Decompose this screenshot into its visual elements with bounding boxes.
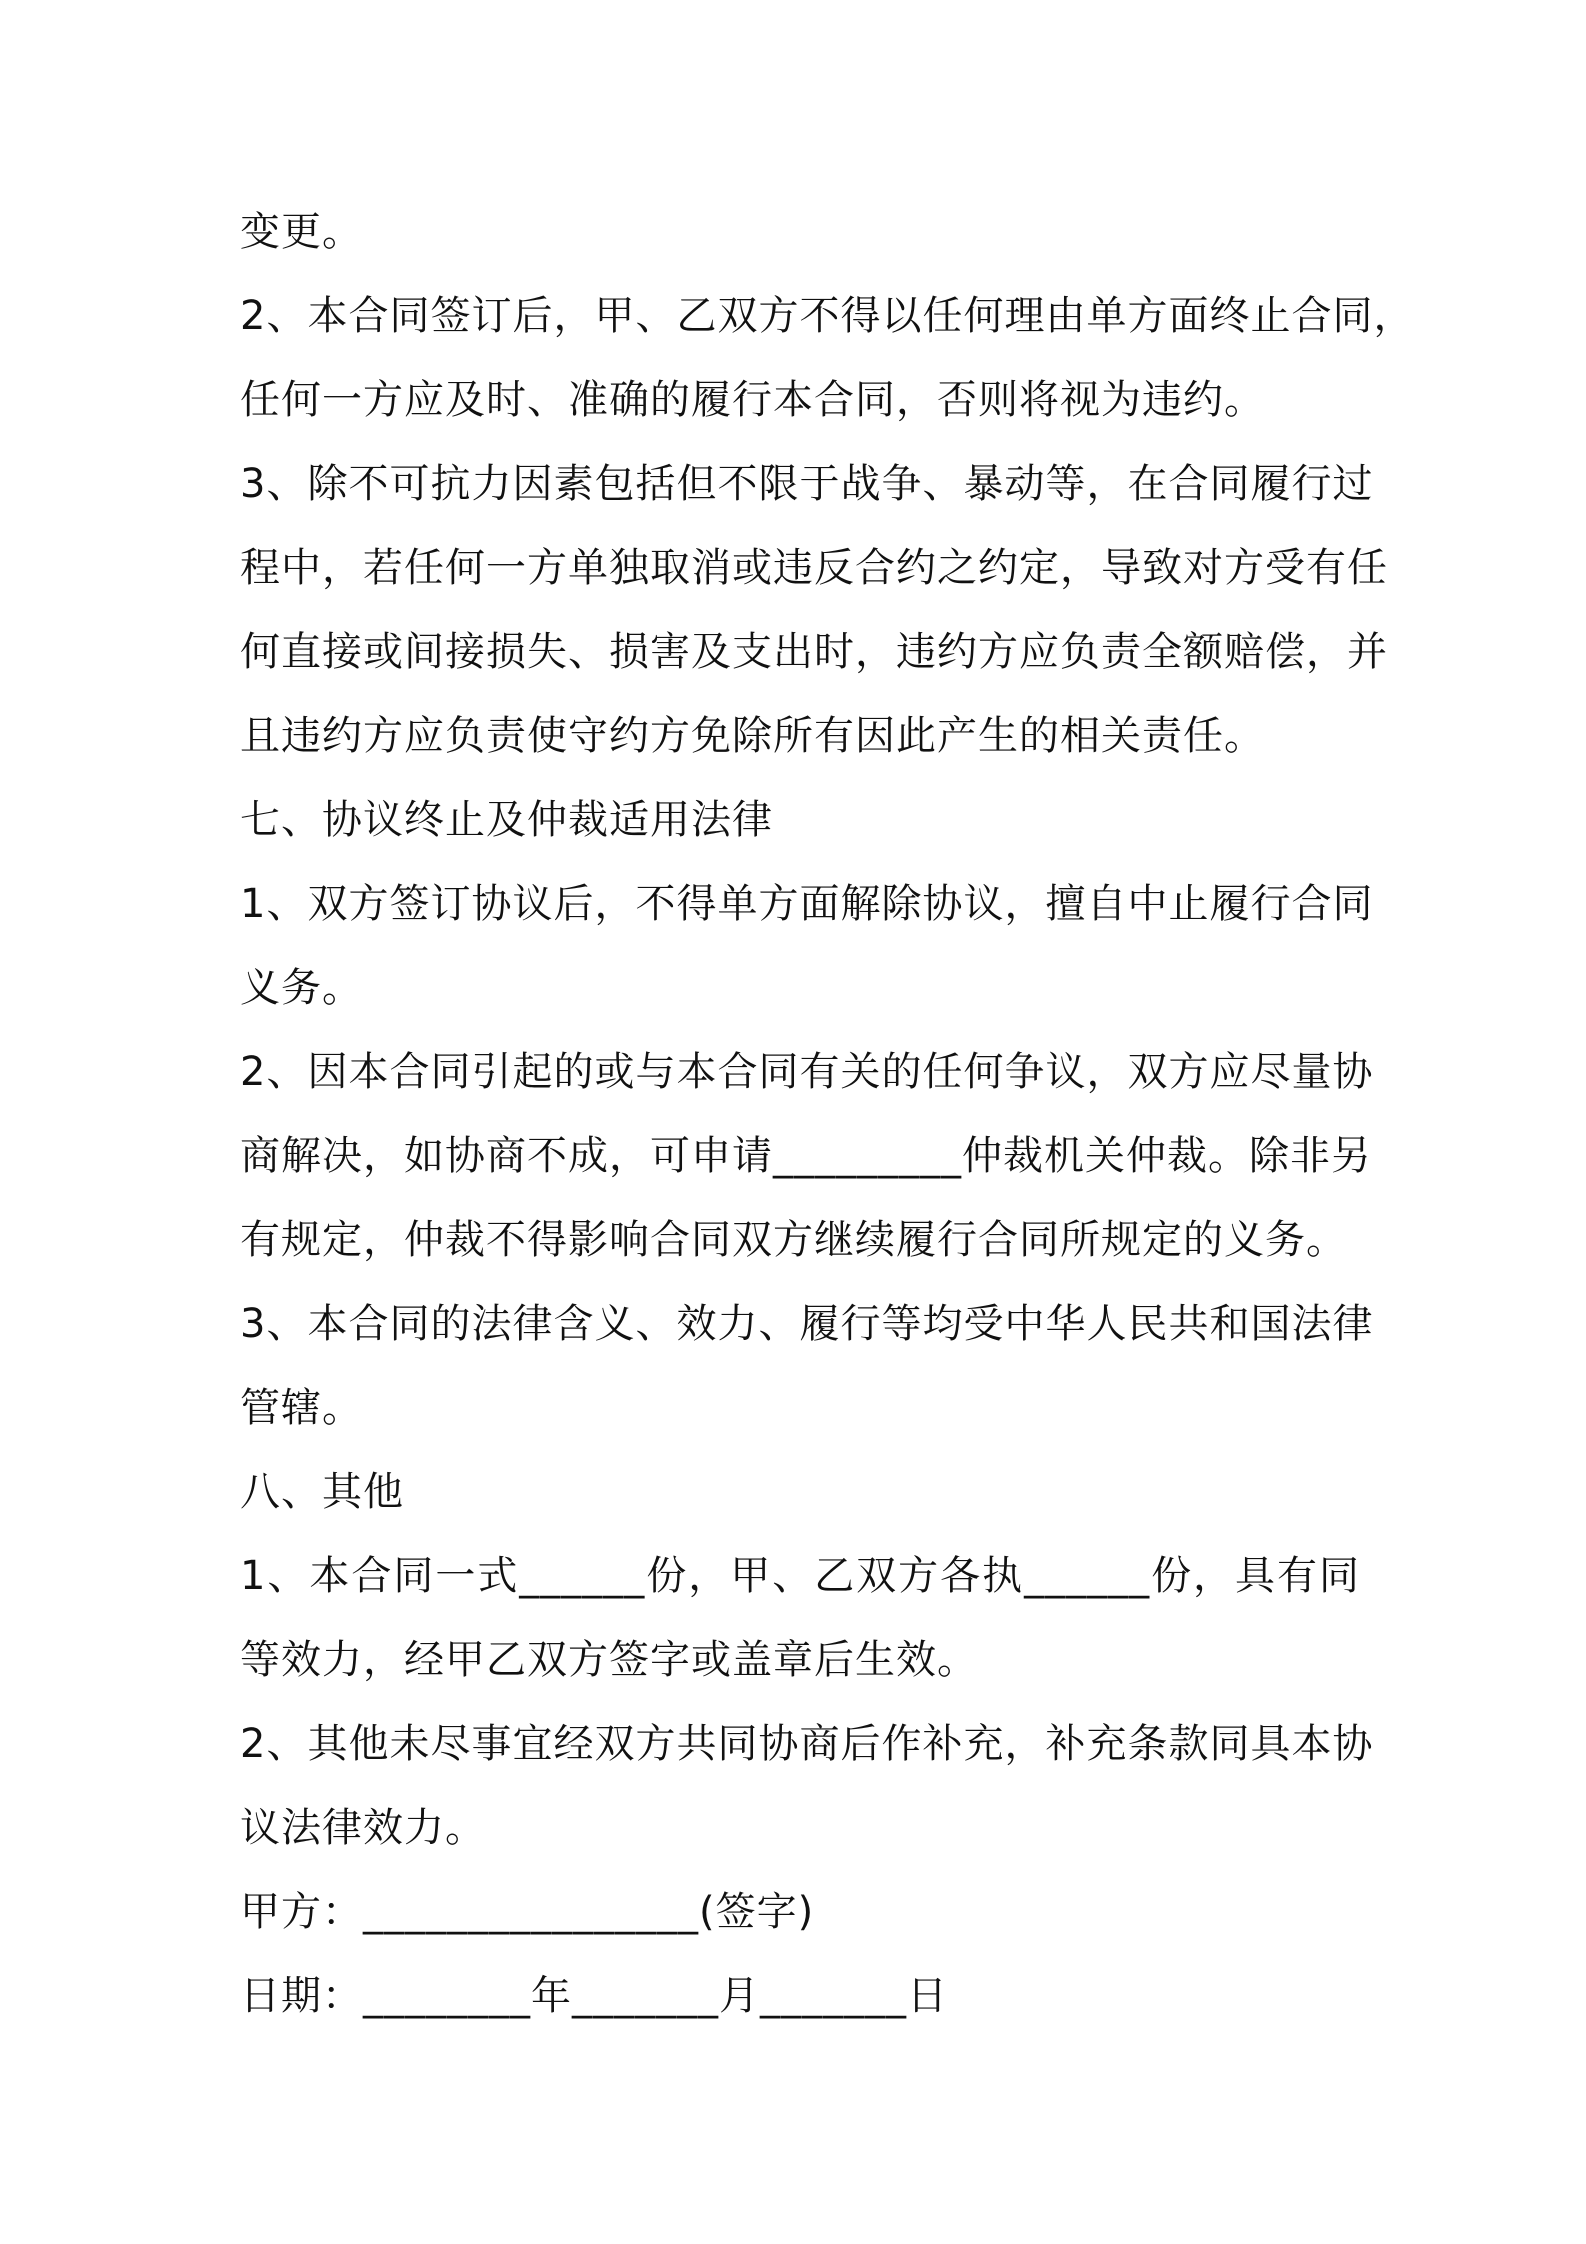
text-line-20: 议法律效力。 (240, 1805, 486, 1851)
text-line-10: 义务。 (240, 965, 363, 1011)
text-line-15: 管辖。 (240, 1385, 363, 1431)
text-line-12: 商解决，如协商不成，可申请_________仲裁机关仲裁。除非另 (240, 1133, 1372, 1179)
text-line-17: 1、本合同一式______份，甲、乙双方各执______份，具有同 (240, 1553, 1360, 1599)
text-line-11: 2、因本合同引起的或与本合同有关的任何争议，双方应尽量协 (240, 1049, 1374, 1095)
text-line-5: 程中，若任何一方单独取消或违反合约之约定，导致对方受有任 (240, 545, 1388, 591)
party-a-signature-line: 甲方：________________(签字) (240, 1889, 815, 1935)
text-line-3: 任何一方应及时、准确的履行本合同，否则将视为违约。 (240, 377, 1265, 423)
text-line-6: 何直接或间接损失、损害及支出时，违约方应负责全额赔偿，并 (240, 629, 1388, 675)
text-line-18: 等效力，经甲乙双方签字或盖章后生效。 (240, 1637, 978, 1683)
text-line-14: 3、本合同的法律含义、效力、履行等均受中华人民共和国法律 (240, 1301, 1374, 1347)
section-heading-8: 八、其他 (240, 1469, 404, 1515)
text-line-4: 3、除不可抗力因素包括但不限于战争、暴动等，在合同履行过 (240, 461, 1374, 507)
text-line-7: 且违约方应负责使守约方免除所有因此产生的相关责任。 (240, 713, 1265, 759)
text-line-13: 有规定，仲裁不得影响合同双方继续履行合同所规定的义务。 (240, 1217, 1347, 1263)
date-line: 日期：________年_______月_______日 (240, 1973, 948, 2019)
section-heading-7: 七、协议终止及仲裁适用法律 (240, 797, 773, 843)
text-line-2: 2、本合同签订后，甲、乙双方不得以任何理由单方面终止合同， (240, 293, 1415, 339)
text-line-19: 2、其他未尽事宜经双方共同协商后作补充，补充条款同具本协 (240, 1721, 1374, 1767)
document-body (240, 190, 1415, 2038)
text-line-9: 1、双方签订协议后，不得单方面解除协议，擅自中止履行合同 (240, 881, 1374, 927)
text-line-1: 变更。 (240, 209, 363, 255)
